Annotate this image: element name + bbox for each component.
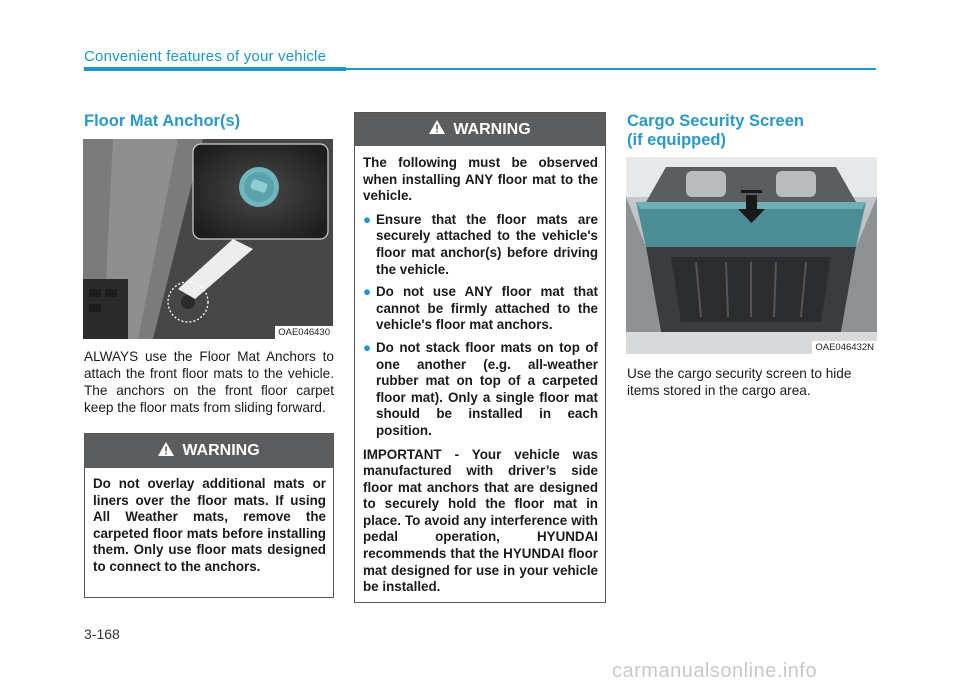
warning-header [355, 113, 605, 146]
warning-intro: The following must be observed when installing ANY floor mat to the vehicle. [363, 155, 598, 204]
warning-important: IMPORTANT - Your vehicle was manufactured with driver’s side floor mat anchors that are designed to securely hold the floor mat in place. To avoid any interference with pedal operation, HYUNDAI recommends that the HYUNDAI floor mat designed for use in your vehicle be installed. [363, 446, 598, 595]
floor-mat-paragraph: ALWAYS use the Floor Mat Anchors to attach the front floor mats to the vehicle. The anchors on the front floor carpet keep the floor mats from sliding forward. [84, 349, 334, 415]
watermark: carmanualsonline.info [612, 660, 818, 682]
warning-box-left [84, 433, 334, 598]
floor-mat-anchor-illustration [83, 139, 333, 339]
cargo-screen-paragraph: Use the cargo security screen to hide items stored in the cargo area. [627, 366, 852, 398]
cargo-screen-photo [626, 157, 877, 354]
header-rule-thin [346, 68, 876, 70]
warning-triangle-icon [158, 442, 174, 461]
warning-bullet-list [363, 212, 598, 440]
warning-triangle-icon [429, 120, 445, 139]
page-number: 3-168 [84, 626, 120, 642]
warning-box-middle [354, 112, 606, 603]
warning-header [85, 434, 333, 468]
bullet-icon: ● [363, 339, 372, 355]
floor-mat-anchor-photo [83, 139, 333, 339]
warning-text: Do not overlay additional mats or liners over the floor mats. If using All Weather mats, remove the carpeted floor mats before installing them. Only use floor mats designed to connect to the anchors. [93, 476, 326, 574]
section-title: Convenient features of your vehicle [84, 48, 327, 65]
bullet-icon: ● [363, 284, 372, 300]
cargo-screen-illustration [626, 157, 877, 354]
warning-bullet: ● Ensure that the floor mats are securely attached to the vehicle's floor mat anchor(s) before driving the vehicle. [363, 211, 598, 277]
image-code: OAE046432N [812, 341, 877, 354]
floor-mat-heading: Floor Mat Anchor(s) [84, 112, 241, 130]
cargo-screen-heading: Cargo Security Screen (if equipped) [627, 112, 804, 149]
warning-title: WARNING [453, 120, 531, 138]
header-rule-thick [84, 67, 346, 71]
warning-bullet: ● Do not stack floor mats on top of one another (e.g. all-weather rubber mat on top of a carpeted floor mat). Only a single floor mat should be installed in each position. [363, 339, 598, 438]
bullet-icon: ● [363, 211, 372, 227]
warning-bullet: ● Do not use ANY floor mat that cannot be firmly attached to the vehicle's floor mat anchors. [363, 284, 598, 333]
image-code: OAE046430 [275, 326, 333, 339]
warning-title: WARNING [182, 442, 260, 459]
